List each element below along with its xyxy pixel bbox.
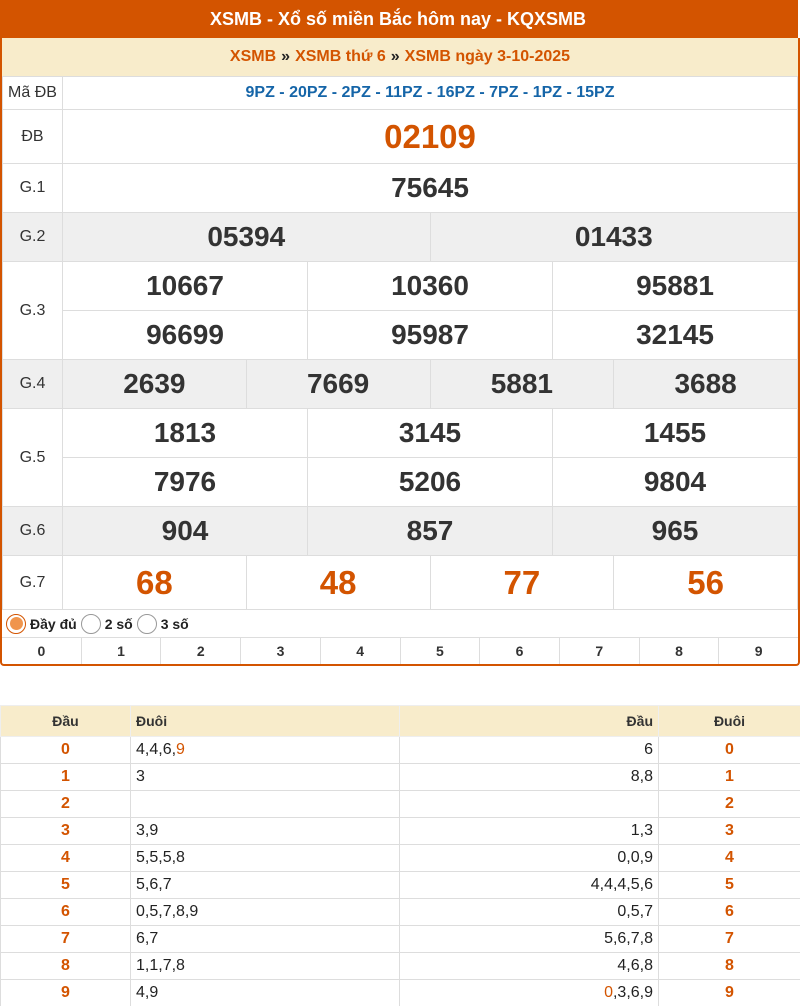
dau-cell: 8 — [1, 953, 131, 980]
duoi-text: 3 — [136, 768, 145, 785]
duoi-cell — [131, 737, 400, 764]
duoi-reverse-cell: 4 — [659, 845, 800, 872]
g4-number: 2639 — [63, 360, 247, 409]
digit-filter[interactable]: 9 — [754, 643, 763, 659]
duoi-reverse-cell: 0 — [659, 737, 800, 764]
breadcrumb-date[interactable]: XSMB ngày 3-10-2025 — [404, 48, 571, 65]
g5-number: 9804 — [553, 458, 798, 507]
duoi-reverse-cell: 1 — [659, 764, 800, 791]
results-table — [2, 76, 798, 610]
g1-number: 75645 — [63, 164, 798, 213]
dau-reverse-cell — [400, 899, 659, 926]
g2-number: 01433 — [430, 213, 798, 262]
g1-label: G.1 — [3, 164, 63, 213]
dau-reverse-text: 4,6,8 — [617, 957, 653, 974]
digit-filter[interactable]: 4 — [321, 638, 401, 664]
g7-number: 48 — [246, 556, 430, 610]
dau-reverse-text: ,3,6,9 — [612, 984, 653, 1001]
table-row — [1, 737, 800, 764]
duoi-text: 6,7 — [136, 930, 159, 947]
table-row — [1, 764, 800, 791]
option-3-digits[interactable] — [137, 614, 189, 634]
duoi-text: 5,5,5,8 — [136, 849, 185, 866]
dau-reverse-cell — [400, 926, 659, 953]
table-row — [1, 818, 800, 845]
dau-reverse-text: 4,4,4,5,6 — [590, 876, 653, 893]
g4-number: 7669 — [246, 360, 430, 409]
dau-reverse-text: 0,0,9 — [617, 849, 653, 866]
g3-number: 10360 — [308, 262, 553, 311]
g3-number: 95881 — [553, 262, 798, 311]
dau-reverse-cell — [400, 791, 659, 818]
breadcrumb-separator: » — [281, 48, 291, 65]
dau-cell: 0 — [1, 737, 131, 764]
g4-number: 5881 — [430, 360, 614, 409]
digit-filter[interactable]: 6 — [480, 638, 560, 664]
g6-label: G.6 — [3, 507, 63, 556]
duoi-cell — [131, 791, 400, 818]
digit-filter[interactable]: 3 — [241, 638, 321, 664]
dau-reverse-text: 0,5,7 — [617, 903, 653, 920]
g5-number: 3145 — [308, 409, 553, 458]
breadcrumb-separator: » — [390, 48, 400, 65]
duoi-text: 5,6,7 — [136, 876, 172, 893]
duoi-text: 4,9 — [136, 984, 159, 1001]
table-row — [1, 926, 800, 953]
radio-2-digits[interactable] — [81, 614, 101, 634]
dau-cell: 2 — [1, 791, 131, 818]
duoi-text: 1,1,7,8 — [136, 957, 185, 974]
radio-3-digits[interactable] — [137, 614, 157, 634]
duoi-text: 4,4,6, — [136, 741, 177, 758]
dau-cell: 7 — [1, 926, 131, 953]
g5-number: 1455 — [553, 409, 798, 458]
option-2-digits[interactable] — [81, 614, 133, 634]
duoi-cell — [131, 899, 400, 926]
g5-label: G.5 — [3, 409, 63, 507]
dau-reverse-cell — [400, 818, 659, 845]
g5-number: 1813 — [63, 409, 308, 458]
col-duoi: Đuôi — [131, 706, 400, 737]
dau-reverse-cell — [400, 737, 659, 764]
duoi-reverse-cell: 7 — [659, 926, 800, 953]
radio-full[interactable] — [6, 614, 26, 634]
db-label: ĐB — [3, 110, 63, 164]
option-3-digits-label: 3 số — [160, 615, 189, 632]
dau-reverse-cell — [400, 980, 659, 1006]
g7-number: 77 — [430, 556, 614, 610]
g6-number: 904 — [63, 507, 308, 556]
col-dau-right: Đầu — [400, 706, 659, 737]
duoi-reverse-cell: 6 — [659, 899, 800, 926]
table-row — [1, 872, 800, 899]
table-row — [1, 845, 800, 872]
option-full[interactable] — [6, 614, 77, 634]
duoi-reverse-cell: 2 — [659, 791, 800, 818]
g7-number: 56 — [614, 556, 798, 610]
digit-filter[interactable]: 0 — [2, 638, 82, 664]
dau-reverse-cell — [400, 764, 659, 791]
ma-db-value: 9PZ - 20PZ - 2PZ - 11PZ - 16PZ - 7PZ - 1PZ - 15PZ — [63, 77, 798, 110]
duoi-reverse-cell: 8 — [659, 953, 800, 980]
loto-table — [0, 705, 800, 1006]
dau-reverse-text: 1,3 — [630, 822, 653, 839]
g6-number: 965 — [553, 507, 798, 556]
dau-reverse-text: 6 — [644, 741, 653, 758]
g4-label: G.4 — [3, 360, 63, 409]
dau-cell: 5 — [1, 872, 131, 899]
duoi-cell — [131, 980, 400, 1006]
dau-reverse-cell — [400, 872, 659, 899]
g2-number: 05394 — [63, 213, 431, 262]
dau-cell: 9 — [1, 980, 131, 1006]
duoi-reverse-cell: 9 — [659, 980, 800, 1006]
option-full-label: Đầy đủ — [30, 615, 77, 632]
loto-body — [1, 737, 800, 1006]
breadcrumb — [2, 38, 798, 76]
g3-number: 32145 — [553, 311, 798, 360]
result-card — [0, 38, 800, 666]
special-prize: 02109 — [63, 110, 798, 164]
g5-number: 7976 — [63, 458, 308, 507]
digit-filter[interactable]: 5 — [401, 638, 481, 664]
breadcrumb-weekday[interactable]: XSMB thứ 6 — [295, 48, 386, 65]
digit-filter[interactable]: 8 — [640, 638, 720, 664]
dau-reverse-text: 8,8 — [630, 768, 653, 785]
duoi-cell — [131, 764, 400, 791]
digit-filter[interactable]: 7 — [560, 638, 640, 664]
dau-cell: 6 — [1, 899, 131, 926]
duoi-reverse-cell: 5 — [659, 872, 800, 899]
duoi-reverse-cell: 3 — [659, 818, 800, 845]
display-options — [2, 610, 798, 638]
g2-label: G.2 — [3, 213, 63, 262]
dau-reverse-cell — [400, 953, 659, 980]
table-row — [1, 899, 800, 926]
duoi-cell — [131, 872, 400, 899]
table-row — [1, 953, 800, 980]
g7-label: G.7 — [3, 556, 63, 610]
dau-reverse-cell — [400, 845, 659, 872]
g3-number: 95987 — [308, 311, 553, 360]
col-duoi-right: Đuôi — [659, 706, 800, 737]
duoi-highlight: 9 — [176, 741, 185, 758]
page-header — [0, 0, 798, 38]
duoi-cell — [131, 845, 400, 872]
dau-cell: 3 — [1, 818, 131, 845]
g3-number: 96699 — [63, 311, 308, 360]
col-dau: Đầu — [1, 706, 131, 737]
breadcrumb-xsmb[interactable]: XSMB — [229, 48, 277, 65]
digit-filter[interactable]: 1 — [82, 638, 162, 664]
ma-db-label: Mã ĐB — [3, 77, 63, 110]
duoi-cell — [131, 818, 400, 845]
dau-cell: 4 — [1, 845, 131, 872]
table-row — [1, 791, 800, 818]
g3-label: G.3 — [3, 262, 63, 360]
g5-number: 5206 — [308, 458, 553, 507]
dau-reverse-highlight: 0 — [604, 984, 613, 1001]
duoi-cell — [131, 953, 400, 980]
dau-reverse-text: 5,6,7,8 — [604, 930, 653, 947]
g7-number: 68 — [63, 556, 247, 610]
duoi-text: 3,9 — [136, 822, 159, 839]
digit-filter[interactable]: 2 — [161, 638, 241, 664]
table-row — [1, 980, 800, 1006]
g6-number: 857 — [308, 507, 553, 556]
dau-cell: 1 — [1, 764, 131, 791]
duoi-cell — [131, 926, 400, 953]
page-title: XSMB - Xổ số miền Bắc hôm nay - KQXSMB — [209, 8, 587, 29]
digit-filter-bar — [2, 638, 798, 664]
g3-number: 10667 — [63, 262, 308, 311]
g4-number: 3688 — [614, 360, 798, 409]
duoi-text: 0,5,7,8,9 — [136, 903, 199, 920]
option-2-digits-label: 2 số — [104, 615, 133, 632]
